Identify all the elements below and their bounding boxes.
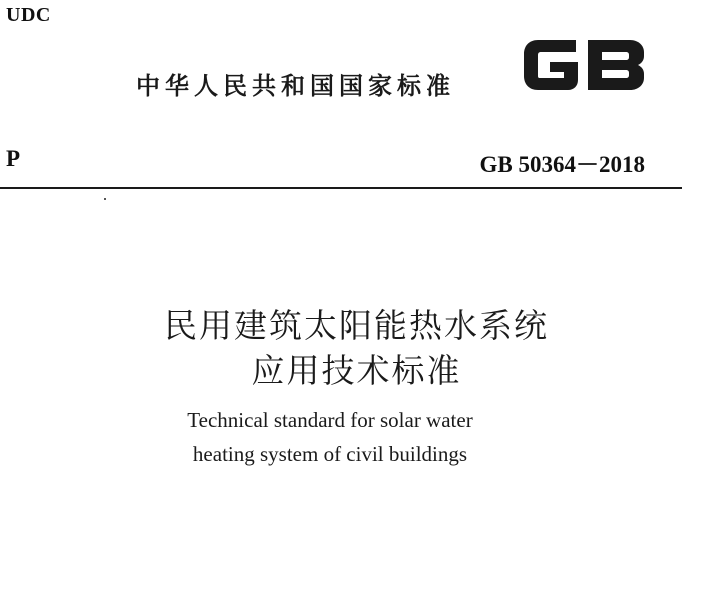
national-standard-heading: 中华人民共和国国家标准 (136, 72, 455, 100)
print-speck (104, 198, 106, 200)
chinese-title-line-2: 应用技术标准 (251, 351, 462, 390)
english-title-line-1: Technical standard for solar water (187, 408, 473, 432)
chinese-title-line-1: 民用建筑太阳能热水系统 (164, 306, 549, 345)
classification-code: P (6, 146, 21, 171)
udc-label: UDC (6, 4, 51, 26)
standard-number: GB 50364－2018 (479, 152, 645, 177)
english-title-line-2: heating system of civil buildings (192, 442, 468, 466)
header-divider (0, 187, 682, 189)
gb-logo (518, 34, 650, 96)
